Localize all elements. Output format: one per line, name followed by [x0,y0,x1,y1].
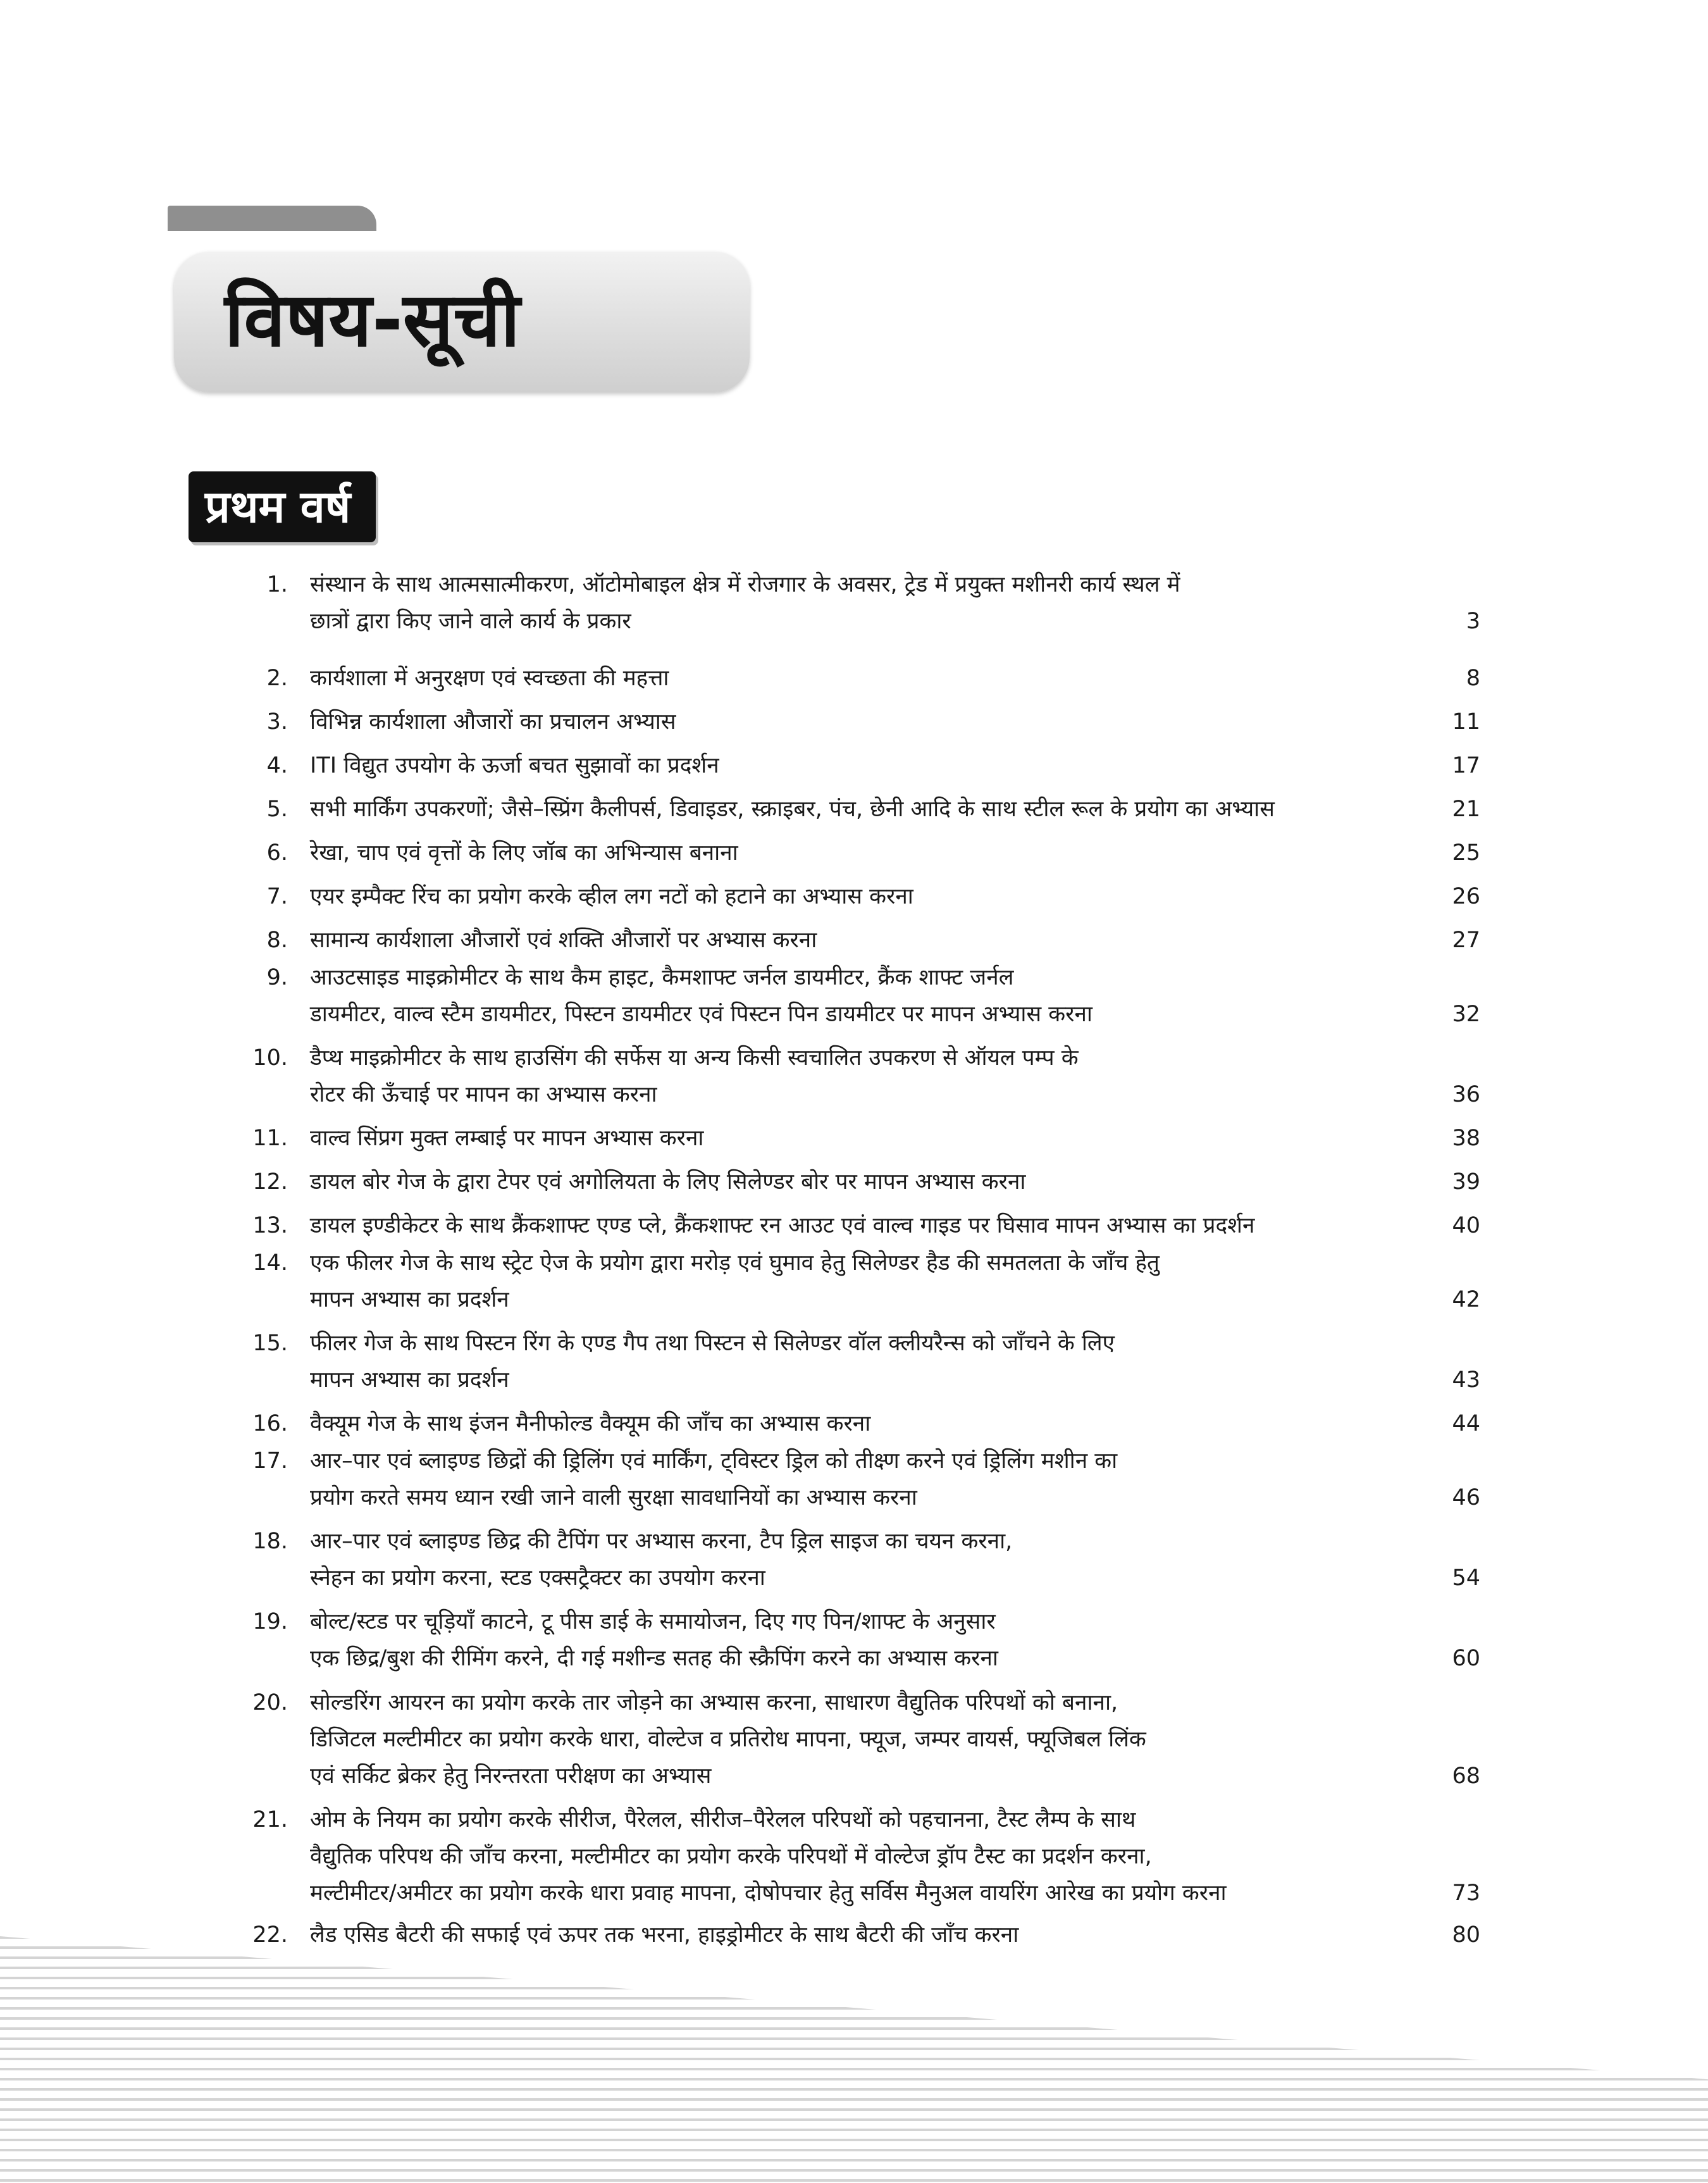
toc-entry-page: 42 [1452,1287,1480,1312]
toc-entry-number: 9. [266,965,288,990]
toc-entry-title: आउटसाइड माइक्रोमीटर के साथ कैम हाइट, कैमशाफ्ट जर्नल डायमीटर, क्रैंक शाफ्ट जर्नल डायमीटर, वाल्व स्टैम डायमीटर, पिस्टन डायमीटर एवं पिस्टन पिन डायमीटर पर मापन अभ्यास करना [310,965,1092,1027]
toc-entry-number: 16. [252,1411,288,1436]
toc-entry-page: 43 [1452,1367,1480,1393]
toc-entry-title: लैड एसिड बैटरी की सफाई एवं ऊपर तक भरना, हाइड्रोमीटर के साथ बैटरी की जाँच करना [310,1922,1019,1948]
page-title: विषय-सूची [225,276,521,363]
toc-entry-title: डैप्थ माइक्रोमीटर के साथ हाउसिंग की सर्फेस या अन्य किसी स्वचालित उपकरण से ऑयल पम्प के रोटर की ऊँचाई पर मापन का अभ्यास करना [310,1045,1079,1107]
toc-entry-page: 46 [1452,1485,1480,1510]
toc-entry-page: 27 [1452,928,1480,953]
toc-entry-title: एक फीलर गेज के साथ स्ट्रेट ऐज के प्रयोग द्वारा मरोड़ एवं घुमाव हेतु सिलेण्डर हैड की समतलता के जाँच हेतु मापन अभ्यास का प्रदर्शन [310,1250,1160,1312]
toc-entry-page: 40 [1452,1213,1480,1238]
toc-entry-page: 36 [1452,1082,1480,1107]
toc-entry-page: 44 [1452,1411,1480,1436]
toc-entry-page: 39 [1452,1169,1480,1195]
toc-entry-title: विभिन्न कार्यशाला औजारों का प्रचालन अभ्यास [310,709,676,735]
toc-entry-title: वैक्यूम गेज के साथ इंजन मैनीफोल्ड वैक्यूम की जाँच का अभ्यास करना [310,1411,871,1436]
toc-entry-number: 10. [252,1045,288,1071]
toc-entry-number: 5. [266,797,288,822]
toc-entry-page: 68 [1452,1763,1480,1789]
toc-entry-number: 15. [252,1331,288,1356]
toc-entry-number: 21. [252,1807,288,1832]
toc-entry-number: 7. [266,884,288,909]
section-heading: प्रथम वर्ष [189,471,376,542]
toc-entry-page: 80 [1452,1922,1480,1948]
toc-entry-title: ओम के नियम का प्रयोग करके सीरीज, पैरेलल, सीरीज–पैरेलल परिपथों को पहचानना, टैस्ट लैम्प के साथ वैद्युतिक परिपथ की जाँच करना, मल्टीमीटर का प्रयोग करके परिपथों में वोल्टेज ड्रॉप टैस्ट का प्रदर्शन करना, मल्टीमीटर/अमीटर का प्रयोग करके धारा प्रवाह मापना, दोषोपचार हेतु सर्विस मैनुअल वायरिंग आरेख का प्रयोग करना [310,1807,1227,1906]
toc-entry-title: संस्थान के साथ आत्मसात्मीकरण, ऑटोमोबाइल क्षेत्र में रोजगार के अवसर, ट्रेड में प्रयुक्त मशीनरी कार्य स्थल में छात्रों द्वारा किए जाने वाले कार्य के प्रकार [310,572,1180,634]
toc-entry-page: 11 [1452,709,1480,735]
title-tab-decoration [168,206,376,231]
toc-entry-title: सोल्डरिंग आयरन का प्रयोग करके तार जोड़ने का अभ्यास करना, साधारण वैद्युतिक परिपथों को बनाना, डिजिटल मल्टीमीटर का प्रयोग करके धारा, वोल्टेज व प्रतिरोध मापना, फ्यूज, जम्पर वायर्स, फ्यूजिबल लिंक एवं सर्किट ब्रेकर हेतु निरन्तरता परीक्षण का अभ्यास [310,1690,1146,1789]
toc-entry-page: 73 [1452,1881,1480,1906]
toc-entry-number: 17. [252,1448,288,1474]
toc-entry-number: 20. [252,1690,288,1715]
toc-entry-number: 8. [266,928,288,953]
toc-entry-number: 12. [252,1169,288,1195]
toc-entry-page: 54 [1452,1565,1480,1591]
toc-entry-number: 14. [252,1250,288,1276]
toc-entry-title: कार्यशाला में अनुरक्षण एवं स्वच्छता की महत्ता [310,666,669,691]
toc-entry-title: ITI विद्युत उपयोग के ऊर्जा बचत सुझावों का प्रदर्शन [310,753,719,778]
toc-entry-number: 1. [266,572,288,597]
toc-entry-number: 3. [266,709,288,735]
toc-entry-page: 21 [1452,797,1480,822]
toc-entry-page: 38 [1452,1126,1480,1151]
decorative-stripes [0,1936,1708,2183]
toc-entry-number: 18. [252,1529,288,1554]
toc-entry-title: बोल्ट/स्टड पर चूड़ियाँ काटने, टू पीस डाई के समायोजन, दिए गए पिन/शाफ्ट के अनुसार एक छिद्र/बुश की रीमिंग करने, दी गई मशीन्ड सतह की स्क्रैपिंग करने का अभ्यास करना [310,1609,998,1671]
toc-entry-title: आर–पार एवं ब्लाइण्ड छिद्रों की ड्रिलिंग एवं मार्किंग, ट्विस्टर ड्रिल को तीक्ष्ण करने एवं ड्रिलिंग मशीन का प्रयोग करते समय ध्यान रखी जाने वाली सुरक्षा सावधानियों का अभ्यास करना [310,1448,1118,1510]
toc-entry-title: आर–पार एवं ब्लाइण्ड छिद्र की टैपिंग पर अभ्यास करना, टैप ड्रिल साइज का चयन करना, स्नेहन का प्रयोग करना, स्टड एक्सट्रैक्टर का उपयोग करना [310,1529,1013,1591]
toc-entry-title: वाल्व सिंप्रग मुक्त लम्बाई पर मापन अभ्यास करना [310,1126,704,1151]
toc-entry-page: 32 [1452,1002,1480,1027]
toc-entry-page: 60 [1452,1646,1480,1671]
toc-entry-number: 13. [252,1213,288,1238]
toc-entry-page: 17 [1452,753,1480,778]
toc-entry-title: सामान्य कार्यशाला औजारों एवं शक्ति औजारों पर अभ्यास करना [310,928,817,953]
toc-entry-number: 22. [252,1922,288,1948]
toc-entry-title: रेखा, चाप एवं वृत्तों के लिए जॉब का अभिन्यास बनाना [310,840,738,866]
toc-entry-number: 11. [252,1126,288,1151]
toc-entry-number: 6. [266,840,288,866]
toc-entry-page: 3 [1466,609,1480,634]
toc-entry-page: 8 [1466,666,1480,691]
toc-entry-title: डायल बोर गेज के द्वारा टेपर एवं अगोलियता के लिए सिलेण्डर बोर पर मापन अभ्यास करना [310,1169,1026,1195]
toc-entry-title: डायल इण्डीकेटर के साथ क्रैंकशाफ्ट एण्ड प्ले, क्रैंकशाफ्ट रन आउट एवं वाल्व गाइड पर घिसाव मापन अभ्यास का प्रदर्शन [310,1213,1255,1238]
toc-entry-number: 4. [266,753,288,778]
toc-entry-number: 19. [252,1609,288,1634]
toc-entry-title: सभी मार्किंग उपकरणों; जैसे–स्प्रिंग कैलीपर्स, डिवाइडर, स्क्राइबर, पंच, छेनी आदि के साथ स्टील रूल के प्रयोग का अभ्यास [310,797,1275,822]
toc-entry-page: 25 [1452,840,1480,866]
toc-entry-page: 26 [1452,884,1480,909]
toc-entry-number: 2. [266,666,288,691]
toc-entry-title: एयर इम्पैक्ट रिंच का प्रयोग करके व्हील लग नटों को हटाने का अभ्यास करना [310,884,913,909]
toc-entry-title: फीलर गेज के साथ पिस्टन रिंग के एण्ड गैप तथा पिस्टन से सिलेण्डर वॉल क्लीयरैन्स को जाँचने के लिए मापन अभ्यास का प्रदर्शन [310,1331,1115,1393]
